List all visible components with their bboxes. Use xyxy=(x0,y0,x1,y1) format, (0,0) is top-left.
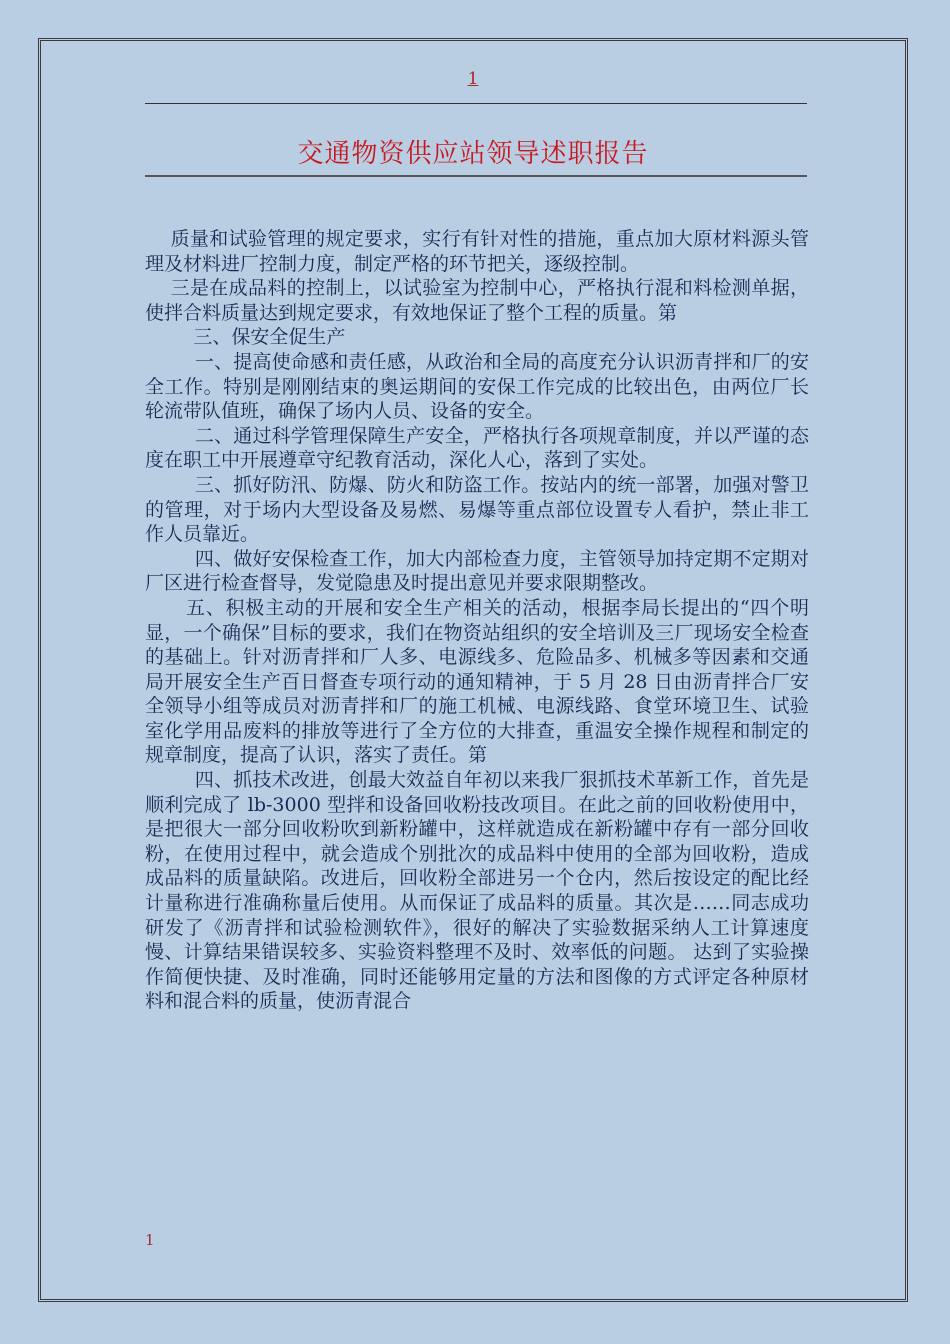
paragraph: 一、提高使命感和责任感，从政治和全局的高度充分认识沥青拌和厂的安全工作。特别是刚刚结束的奥运期间的安保工作完成的比较出色，由两位厂长轮流带队值班，确保了场内人员、设备的安全。 xyxy=(145,350,809,423)
document-page xyxy=(38,38,908,1302)
header-rule xyxy=(145,103,807,104)
paragraph: 三是在成品料的控制上，以试验室为控制中心，严格执行混和料检测单据，使拌合料质量达到规定要求，有效地保证了整个工程的质量。第 xyxy=(145,277,809,324)
paragraph: 四、做好安保检查工作，加大内部检查力度，主管领导加持定期不定期对厂区进行检查督导，发觉隐患及时提出意见并要求限期整改。 xyxy=(145,547,809,595)
paragraph: 五、积极主动的开展和安全生产相关的活动，根据李局长提出的“四个明显，一个确保”目标的要求，我们在物资站组织的安全培训及三厂现场安全检查的基础上。针对沥青拌和厂人多、电源线多、危险品多、机械多等因素和交通局开展安全生产百日督查专项行动的通知精神，于 5 月 28 日由沥青拌合厂安全领导小组等成员对沥青拌和厂的施工机械、电源线路、食堂环境卫生、试验室化学用品废料的排放等进行了全方位的大排查，重温安全操作规程和制定的规章制度，提高了认识，落实了责任。第 xyxy=(145,596,809,767)
document-body xyxy=(145,227,809,1014)
section-heading: 三、保安全促生产 xyxy=(145,326,346,349)
paragraph: 三、抓好防汛、防爆、防火和防盗工作。按站内的统一部署，加强对警卫的管理，对于场内大型设备及易燃、易爆等重点部位设置专人看护，禁止非工作人员靠近。 xyxy=(145,473,809,546)
footer-page-number: 1 xyxy=(145,1231,155,1249)
header-page-number: 1 xyxy=(467,69,479,89)
paragraph: 四、抓技术改进，创最大效益自年初以来我厂狠抓技术革新工作，首先是顺利完成了 lb-3000 型拌和设备回收粉技改项目。在此之前的回收粉使用中，是把很大一部分回收粉吹到新粉罐中，这样就造成在新粉罐中存有一部分回收粉，在使用过程中，就会造成个别批次的成品料中使用的全部为回收粉，造成成品料的质量缺陷。改进后，回收粉全部进另一个仓内，然后按设定的配比经计量称进行准确称量后使用。从而保证了成品料的质量。其次是……同志成功研发了《沥青拌和试验检测软件》，很好的解决了实验数据采纳人工计算速度慢、计算结果错误较多、实验资料整理不及时、效率低的问题。 达到了实验操作简便快捷、及时准确，同时还能够用定量的方法和图像的方式评定各种原材料和混合料的质量，使沥青混合 xyxy=(145,769,809,1013)
title-rule xyxy=(145,175,807,177)
paragraph: 二、通过科学管理保障生产安全，严格执行各项规章制度，并以严谨的态度在职工中开展遵章守纪教育活动，深化人心，落到了实处。 xyxy=(145,424,809,472)
paragraph: 质量和试验管理的规定要求，实行有针对性的措施，重点加大原材料源头管理及材料进厂控制力度，制定严格的环节把关，逐级控制。 xyxy=(145,228,809,275)
document-title: 交通物资供应站领导述职报告 xyxy=(297,139,649,169)
